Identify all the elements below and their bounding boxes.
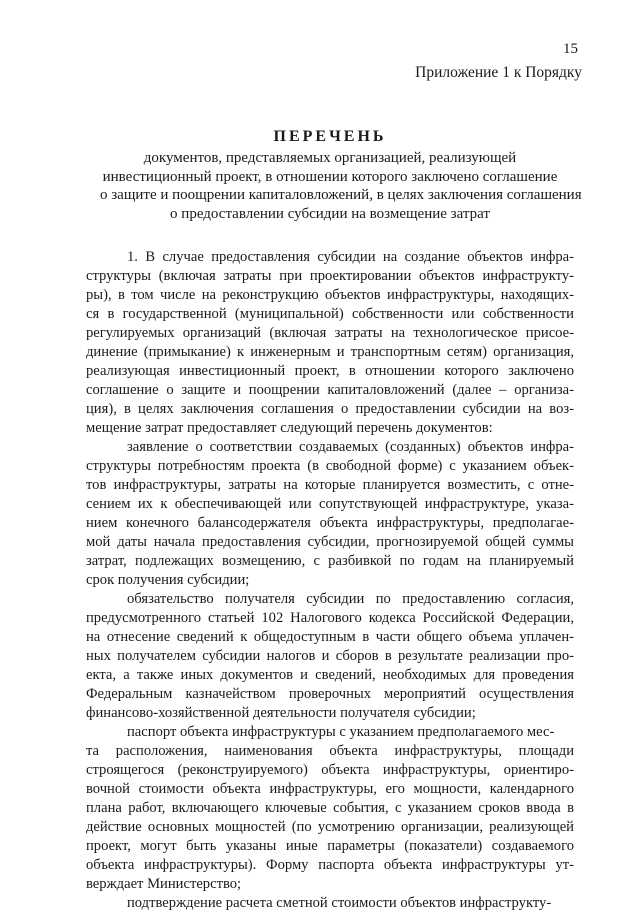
body-text-line: действие основных мощностей (по усмотрению организации, реализующей [86, 819, 574, 835]
body-text-line: регулируемых организаций (включая затраты на технологическое присое- [86, 325, 574, 341]
body-text-line: тов инфраструктуры, затраты на которые планируется возместить, с отне- [86, 477, 574, 493]
document-title: ПЕРЕЧЕНЬ [273, 128, 387, 145]
page-number: 15 [563, 41, 578, 57]
body-text-line: мещение затрат предоставляет следующий перечень документов: [86, 420, 493, 436]
body-text-line: сением их к обеспечивающей или сопутствующей инфраструктуре, указа- [86, 496, 574, 512]
body-text-line: верждает Министерство; [86, 876, 242, 892]
body-text-line: проект, могут быть указаны иные параметры (показатели) создаваемого [86, 838, 574, 854]
body-text-line: Федеральным казначейством проверочных мероприятий осуществления [86, 686, 574, 702]
subtitle-line: документов, представляемых организацией, реализующей [143, 150, 517, 166]
body-text-line: структуры (включая затраты при проектировании объектов инфраструкту- [86, 268, 574, 284]
document-body [86, 248, 574, 913]
body-text-line: динение (примыкание) к инженерным и транспортным сетям) организация, [86, 344, 574, 360]
body-text-line: обязательство получателя субсидии по предоставлению согласия, [127, 591, 574, 607]
title-block [100, 126, 582, 223]
body-text-line: заявление о соответствии создаваемых (созданных) объектов инфра- [127, 439, 574, 455]
body-text-line: плана работ, включающего ключевые события, с указанием сроков ввода в [86, 800, 574, 816]
body-text-line: структуры потребностям проекта (в свободной форме) с указанием объек- [86, 458, 574, 474]
subtitle-line: о защите и поощрении капиталовложений, в целях заключения соглашения [100, 187, 582, 203]
body-text-line: та расположения, наименования объекта инфраструктуры, площади [86, 743, 574, 759]
body-text-line: срок получения субсидии; [86, 572, 250, 588]
body-text-line: на отнесение сведений к общедоступным в части общего объема уплачен- [86, 629, 574, 645]
body-text-line: ся в государственной (муниципальной) собственности или собственности [86, 306, 574, 322]
body-text-line: объекта инфраструктуры). Форму паспорта объекта инфраструктуры ут- [86, 857, 574, 873]
body-text-line: строящегося (реконструируемого) объекта инфраструктуры, ориентиро- [86, 762, 574, 778]
body-text-line: вочной стоимости объекта инфраструктуры, его мощности, календарного [86, 781, 574, 797]
body-text-line: финансово-хозяйственной деятельности получателя субсидии; [86, 705, 476, 721]
appendix-label: Приложение 1 к Порядку [415, 64, 582, 81]
body-text-line: ных получателем субсидии налогов и сборов в результате реализации про- [86, 648, 574, 664]
body-text-line: предусмотренного статьей 102 Налогового кодекса Российской Федерации, [86, 610, 574, 626]
body-text-line: мой даты начала предоставления субсидии, прогнозируемой общей суммы [86, 534, 574, 550]
body-text-line: 1. В случае предоставления субсидии на создание объектов инфра- [127, 249, 574, 265]
subtitle-line: инвестиционный проект, в отношении которого заключено соглашение [102, 168, 558, 185]
body-text-line: паспорт объекта инфраструктуры с указанием предполагаемого мес- [127, 724, 555, 740]
body-text-line: ция), в целях заключения соглашения о предоставлении субсидии на воз- [86, 401, 574, 417]
body-text-line: ры), в том числе на реконструкцию объектов инфраструктуры, находящих- [86, 287, 574, 303]
body-text-line: подтверждение расчета сметной стоимости объектов инфраструкту- [127, 895, 552, 911]
body-text-line: затрат, подлежащих возмещению, с разбивкой по годам на планируемый [86, 553, 574, 569]
body-text-line: нием конечного балансодержателя объекта инфраструктуры, предполагае- [86, 515, 574, 531]
body-text-line: соглашение о защите и поощрении капиталовложений (далее – организа- [86, 382, 574, 398]
body-text-line: екта, а также иных документов и сведений, необходимых для проведения [86, 667, 574, 683]
subtitle-line: о предоставлении субсидии на возмещение затрат [170, 205, 490, 222]
body-text-line: реализующая инвестиционный проект, в отношении которого заключено [86, 363, 574, 379]
